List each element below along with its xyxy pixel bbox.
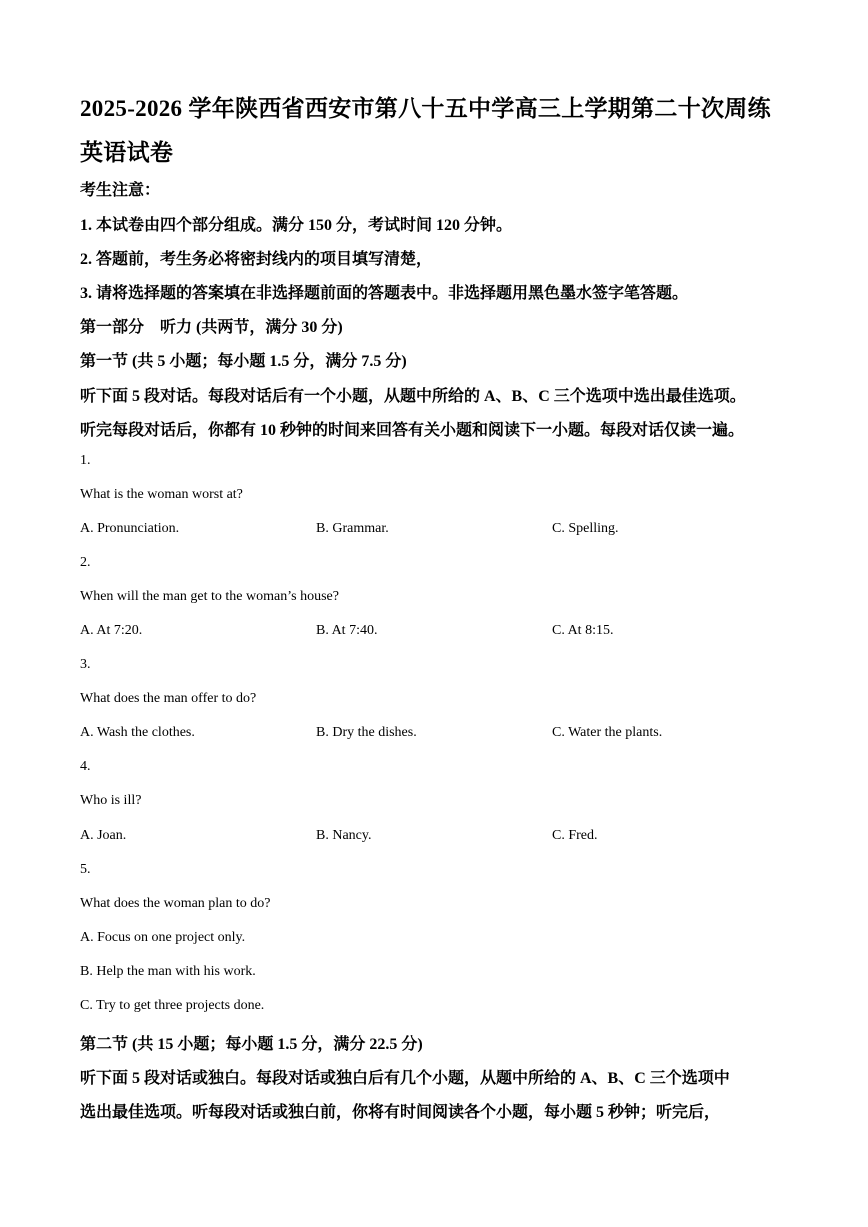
part1-heading: 第一部分 听力 (共两节，满分 30 分) xyxy=(80,319,343,336)
option-a: A. Pronunciation. xyxy=(80,521,180,536)
section1-instruction-2: 听完每段对话后，你都有 10 秒钟的时间来回答有关小题和阅读下一小题。每段对话仅读一遍。 xyxy=(80,422,745,439)
question-text: What does the man offer to do? xyxy=(80,691,257,706)
option-b: B. Grammar. xyxy=(316,521,389,536)
question-text: When will the man get to the woman’s house? xyxy=(80,589,339,604)
section2-heading: 第二节 (共 15 小题；每小题 1.5 分，满分 22.5 分) xyxy=(80,1036,423,1053)
option-a: A. At 7:20. xyxy=(80,623,143,638)
question-text: What does the woman plan to do? xyxy=(80,896,271,911)
notice-item-2: 2. 答题前，考生务必将密封线内的项目填写清楚， xyxy=(80,251,433,268)
question-number: 4. xyxy=(80,759,91,774)
option-c: C. Spelling. xyxy=(552,521,619,536)
option-a: A. Joan. xyxy=(80,828,127,843)
question-text: Who is ill? xyxy=(80,793,142,808)
option-c: C. At 8:15. xyxy=(552,623,614,638)
option-a: A. Focus on one project only. xyxy=(80,930,246,945)
section2-instruction-2: 选出最佳选项。听每段对话或独白前，你将有时间阅读各个小题，每小题 5 秒钟；听完后， xyxy=(80,1104,721,1121)
notice-heading: 考生注意： xyxy=(80,182,161,199)
question-number: 2. xyxy=(80,555,91,570)
question-text: What is the woman worst at? xyxy=(80,487,243,502)
section1-heading: 第一节 (共 5 小题；每小题 1.5 分，满分 7.5 分) xyxy=(80,353,407,370)
exam-title-line1: 2025-2026 学年陕西省西安市第八十五中学高三上学期第二十次周练 xyxy=(80,96,771,121)
option-b: B. At 7:40. xyxy=(316,623,378,638)
option-c: C. Water the plants. xyxy=(552,725,663,740)
notice-item-3: 3. 请将选择题的答案填在非选择题前面的答题表中。非选择题用黑色墨水签字笔答题。 xyxy=(80,285,689,302)
section1-instruction-1: 听下面 5 段对话。每段对话后有一个小题，从题中所给的 A、B、C 三个选项中选出最佳选项。 xyxy=(80,388,746,405)
question-number: 5. xyxy=(80,862,91,877)
option-b: B. Nancy. xyxy=(316,828,372,843)
option-c: C. Fred. xyxy=(552,828,598,843)
option-b: B. Help the man with his work. xyxy=(80,964,256,979)
option-c: C. Try to get three projects done. xyxy=(80,998,265,1013)
option-b: B. Dry the dishes. xyxy=(316,725,417,740)
exam-title-line2: 英语试卷 xyxy=(80,140,174,165)
question-number: 3. xyxy=(80,657,91,672)
notice-item-1: 1. 本试卷由四个部分组成。满分 150 分，考试时间 120 分钟。 xyxy=(80,217,513,234)
option-a: A. Wash the clothes. xyxy=(80,725,195,740)
section2-instruction-1: 听下面 5 段对话或独白。每段对话或独白后有几个小题，从题中所给的 A、B、C 三个选项中 xyxy=(80,1070,730,1087)
question-number: 1. xyxy=(80,453,91,468)
